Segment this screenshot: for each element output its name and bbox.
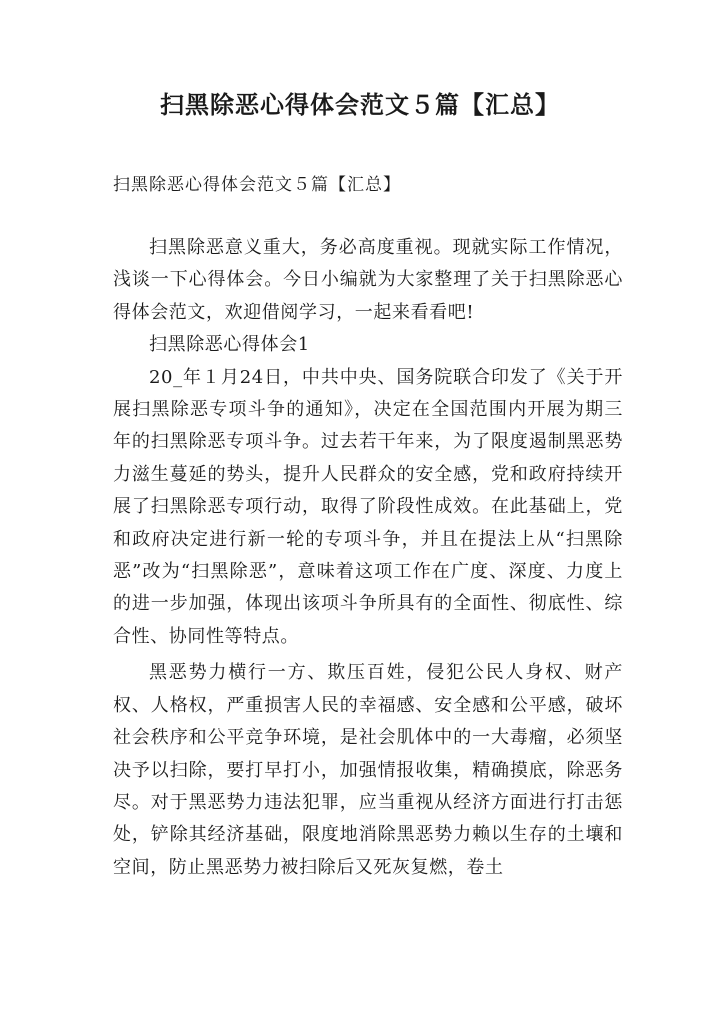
intro-paragraph: 扫黑除恶意义重大，务必高度重视。现就实际工作情况，浅谈一下心得体会。今日小编就为大家整理了关于扫黑除恶心得体会范文，欢迎借阅学习，一起来看看吧! [113,237,623,323]
section-heading: 扫黑除恶心得体会1 [149,334,310,356]
document-subtitle: 扫黑除恶心得体会范文５篇【汇总】 [113,175,401,195]
document-title: 扫黑除恶心得体会范文５篇【汇总】 [160,90,560,119]
body-paragraph: 20_年１月24日，中共中央、国务院联合印发了《关于开展扫黑除恶专项斗争的通知》，决定在全国范围内开展为期三年的扫黑除恶专项斗争。过去若干年来，为了限度遏制黑恶势力滋生蔓延的势头，提升人民群众的安全感，党和政府持续开展了扫黑除恶专项行动，取得了阶段性成效。在此基础上，党和政府决定进行新一轮的专项斗争，并且在提法上从“扫黑除恶”改为“扫黑除恶”，意味着这项工作在广度、深度、力度上的进一步加强，体现出该项斗争所具有的全面性、彻底性、综合性、协同性等特点。 [113,366,623,647]
body-paragraph: 黑恶势力横行一方、欺压百姓，侵犯公民人身权、财产权、人格权，严重损害人民的幸福感、安全感和公平感，破坏社会秩序和公平竞争环境，是社会肌体中的一大毒瘤，必须坚决予以扫除，要打早打小，加强情报收集，精确摸底，除恶务尽。对于黑恶势力违法犯罪，应当重视从经济方面进行打击惩处，铲除其经济基础，限度地消除黑恶势力赖以生存的土壤和空间，防止黑恶势力被扫除后又死灰复燃，卷土 [113,662,623,878]
document-body [113,232,623,884]
